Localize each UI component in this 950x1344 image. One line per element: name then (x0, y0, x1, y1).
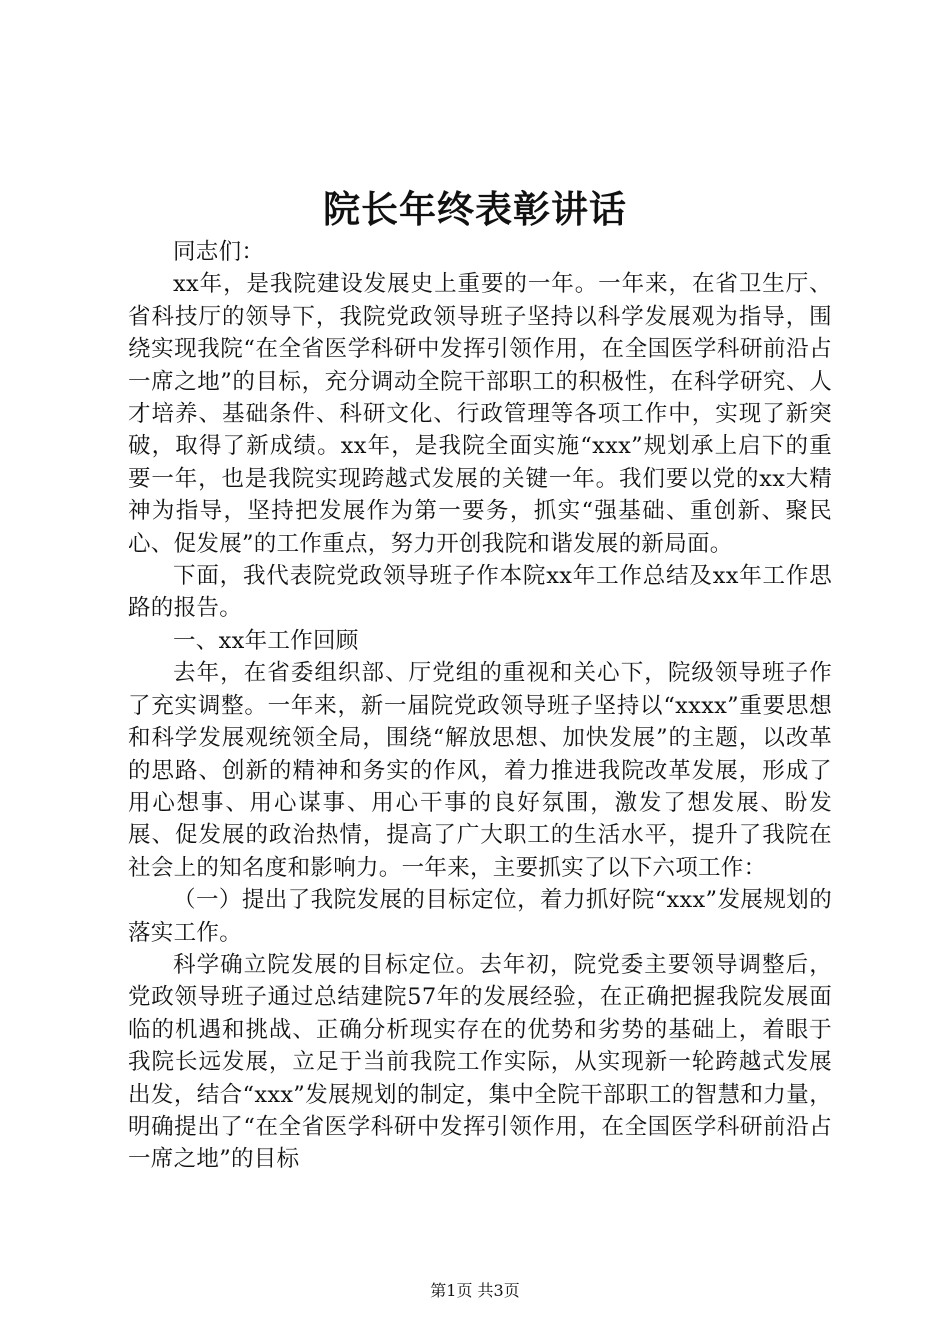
paragraph-goal: 科学确立院发展的目标定位。去年初，院党委主要领导调整后，党政领导班子通过总结建院57年的发展经验，在正确把握我院发展面临的机遇和挑战、正确分析现实存在的优势和劣势的基础上，着眼于我院长远发展，立足于当前我院工作实际，从实现新一轮跨越式发展出发，结合“xxx”发展规划的制定，集中全院干部职工的智慧和力量，明确提出了“在全省医学科研中发挥引领作用，在全国医学科研前沿占一席之地”的目标 (128, 951, 832, 1173)
salutation: 同志们： (173, 239, 265, 265)
document-title: 院长年终表彰讲话 (323, 187, 627, 231)
section-heading: 一、xx年工作回顾 (173, 627, 359, 654)
subsection-heading: （一）提出了我院发展的目标定位，着力抓好院“xxx”发展规划的落实工作。 (128, 887, 832, 946)
paragraph-review: 去年，在省委组织部、厅党组的重视和关心下，院级领导班子作了充实调整。一年来，新一届院党政领导班子坚持以“xxxx”重要思想和科学发展观统领全局，围绕“解放思想、加快发展”的主题，以改革的思路、创新的精神和务实的作风，着力推进我院改革发展，形成了用心想事、用心谋事、用心干事的良好氛围，激发了想发展、盼发展、促发展的政治热情，提高了广大职工的生活水平，提升了我院在社会上的知名度和影响力。一年来，主要抓实了以下六项工作： (128, 660, 832, 881)
document-body (128, 236, 832, 1176)
page-number: 第1页 共3页 (430, 1281, 520, 1300)
paragraph-intro: xx年，是我院建设发展史上重要的一年。一年来，在省卫生厅、省科技厅的领导下，我院党政领导班子坚持以科学发展观为指导，围绕实现我院“在全省医学科研中发挥引领作用，在全国医学科研前沿占一席之地”的目标，充分调动全院干部职工的积极性，在科学研究、人才培养、基础条件、科研文化、行政管理等各项工作中，实现了新突破，取得了新成绩。xx年，是我院全面实施“xxx”规划承上启下的重要一年，也是我院实现跨越式发展的关键一年。我们要以党的xx大精神为指导，坚持把发展作为第一要务，抓实“强基础、重创新、聚民心、促发展”的工作重点，努力开创我院和谐发展的新局面。 (128, 271, 832, 557)
paragraph-report-intro: 下面，我代表院党政领导班子作本院xx年工作总结及xx年工作思路的报告。 (128, 563, 832, 622)
